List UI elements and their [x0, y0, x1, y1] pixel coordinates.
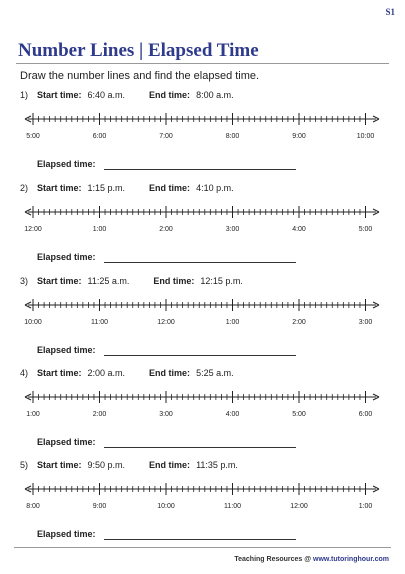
page-title: Number Lines | Elapsed Time — [18, 40, 259, 61]
problem-item — [0, 276, 405, 368]
number-line — [0, 108, 405, 148]
problem-times — [37, 460, 238, 470]
hour-tick-label: 1:00 — [92, 226, 107, 233]
hour-tick-label: 5:00 — [292, 411, 306, 418]
number-line — [0, 386, 405, 426]
problem-item — [0, 183, 405, 275]
hour-tick-label: 2:00 — [292, 319, 306, 326]
end-time-value: 8:00 a.m. — [196, 90, 234, 100]
start-time-value: 2:00 a.m. — [87, 368, 126, 378]
elapsed-answer-line[interactable] — [104, 355, 296, 356]
start-time-label: Start time: — [37, 368, 82, 378]
end-time-label: End time: — [149, 183, 191, 193]
start-time-value: 1:15 p.m. — [87, 183, 126, 193]
hour-tick-label: 7:00 — [159, 133, 173, 140]
hour-tick-label: 5:00 — [358, 226, 373, 233]
hour-tick-label: 8:00 — [26, 503, 40, 510]
hour-tick-label: 9:00 — [292, 133, 306, 140]
hour-tick-label: 4:00 — [225, 411, 240, 418]
problem-number: 1) — [20, 90, 29, 100]
problem-number: 2) — [20, 183, 29, 193]
hour-tick-label: 4:00 — [292, 226, 306, 233]
number-line — [0, 201, 405, 241]
problem-number: 3) — [20, 276, 29, 286]
hour-tick-label: 3:00 — [159, 411, 173, 418]
hour-tick-label: 6:00 — [92, 133, 107, 140]
end-time-value: 11:35 p.m. — [196, 460, 238, 470]
hour-tick-label: 1:00 — [26, 411, 40, 418]
number-line — [0, 294, 405, 334]
problem-times — [37, 183, 234, 193]
hour-tick-label: 6:00 — [358, 411, 373, 418]
end-time-value: 5:25 a.m. — [196, 368, 234, 378]
hour-tick-label: 2:00 — [159, 226, 173, 233]
start-time-label: Start time: — [37, 183, 82, 193]
footer-site-link[interactable]: www.tutoringhour.com — [313, 556, 389, 563]
number-line — [0, 478, 405, 518]
elapsed-time-label: Elapsed time: — [37, 529, 96, 539]
end-time-label: End time: — [149, 460, 191, 470]
end-time-value: 4:10 p.m. — [196, 183, 234, 193]
hour-tick-label: 10:00 — [157, 503, 175, 510]
problem-item — [0, 460, 405, 552]
end-time-value: 12:15 p.m. — [200, 276, 243, 286]
start-time-label: Start time: — [37, 460, 82, 470]
footer-divider — [14, 547, 391, 548]
elapsed-answer-line[interactable] — [104, 447, 296, 448]
hour-tick-label: 12:00 — [24, 226, 42, 233]
elapsed-time-label: Elapsed time: — [37, 159, 96, 169]
hour-tick-label: 3:00 — [225, 226, 240, 233]
title-divider — [16, 63, 389, 64]
hour-tick-label: 5:00 — [26, 133, 40, 140]
hour-tick-label: 10:00 — [24, 319, 42, 326]
elapsed-answer-line[interactable] — [104, 539, 296, 540]
end-time-label: End time: — [149, 90, 191, 100]
problem-number: 5) — [20, 460, 29, 470]
footer-prefix: Teaching Resources @ — [234, 556, 314, 563]
hour-tick-label: 1:00 — [225, 319, 240, 326]
hour-tick-label: 8:00 — [225, 133, 240, 140]
end-time-label: End time: — [149, 368, 191, 378]
problem-item — [0, 90, 405, 182]
problem-times — [37, 276, 243, 286]
elapsed-time-label: Elapsed time: — [37, 252, 96, 262]
start-time-value: 9:50 p.m. — [87, 460, 126, 470]
problem-number: 4) — [20, 368, 29, 378]
instructions: Draw the number lines and find the elapsed time. — [20, 70, 260, 82]
start-time-label: Start time: — [37, 276, 82, 286]
hour-tick-label: 11:00 — [224, 503, 241, 510]
hour-tick-label: 10:00 — [356, 133, 375, 140]
end-time-label: End time: — [153, 276, 195, 286]
problem-times — [37, 368, 234, 378]
elapsed-answer-line[interactable] — [104, 262, 296, 263]
elapsed-time-label: Elapsed time: — [37, 437, 96, 447]
problem-item — [0, 368, 405, 460]
problem-times — [37, 90, 234, 100]
start-time-label: Start time: — [37, 90, 82, 100]
elapsed-time-label: Elapsed time: — [37, 345, 96, 355]
hour-tick-label: 11:00 — [91, 319, 108, 326]
hour-tick-label: 3:00 — [358, 319, 373, 326]
start-time-value: 11:25 a.m. — [87, 276, 130, 286]
hour-tick-label: 12:00 — [290, 503, 308, 510]
elapsed-answer-line[interactable] — [104, 169, 296, 170]
worksheet-code: S1 — [385, 7, 395, 17]
hour-tick-label: 12:00 — [157, 319, 175, 326]
start-time-value: 6:40 a.m. — [87, 90, 126, 100]
footer — [234, 556, 389, 563]
hour-tick-label: 9:00 — [92, 503, 107, 510]
hour-tick-label: 2:00 — [92, 411, 107, 418]
hour-tick-label: 1:00 — [358, 503, 373, 510]
